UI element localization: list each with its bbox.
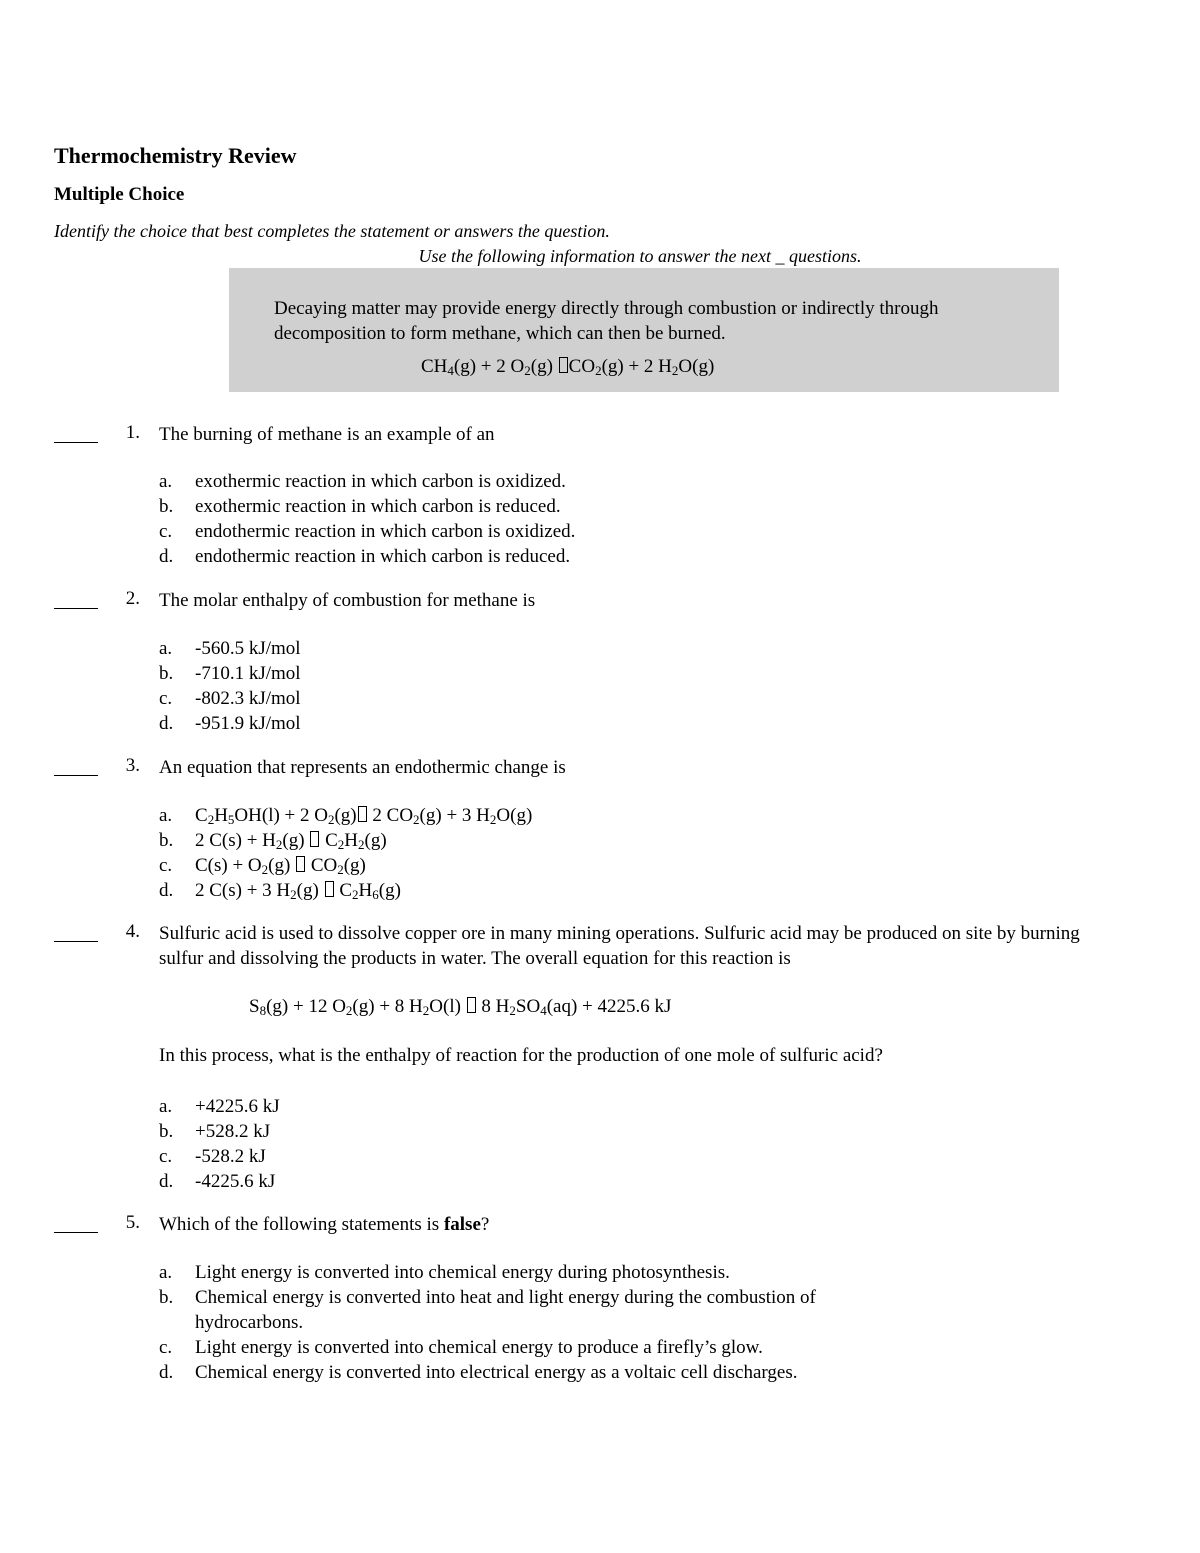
missing-glyph-box (325, 881, 334, 897)
instructions: Identify the choice that best completes the statement or answers the question. (54, 221, 610, 241)
page-title: Thermochemistry Review (54, 143, 297, 168)
question-number: 5. (125, 1212, 140, 1233)
question-number: 4. (125, 921, 140, 942)
missing-glyph-box (296, 856, 305, 872)
use-info-note: Use the following information to answer the next _ questions. (418, 246, 862, 266)
question-text: Sulfuric acid is used to dissolve copper ore in many mining operations. Sulfuric acid may be produced on site by burning sulfur and dissolving the products in water. The overall equation for this reaction is (159, 923, 1080, 969)
answer-blank[interactable] (54, 588, 98, 609)
methane-combustion-equation: $CH_4(g) + 2$ $O_2(g) CO_2(g) + 2$ $H_2O(g)$ (421, 356, 715, 378)
question-number: 2. (125, 588, 140, 609)
answer-blank[interactable] (54, 921, 98, 942)
answer-blank[interactable] (54, 755, 98, 776)
sulfuric-acid-equation: $S_8(g) + 12$ $O_2(g) + 8$ $H_2O(l)$ 8 $H_2SO_4(aq) + 4225.6$ kJ (249, 996, 672, 1018)
equation-b: 2 $C(s) + H_2(g)$ $C_2H_2(g)$ (195, 830, 387, 852)
section-heading: Multiple Choice (54, 184, 185, 205)
equation-a: $C_2H_5OH(l) + 2$ $O_2(g)$ 2 $CO_2(g) + 3$ $H_2O(g)$ (195, 805, 533, 827)
equation-c: $C(s) + O_2(g)$ $CO_2(g)$ (195, 855, 366, 877)
info-text: Decaying matter may provide energy directly through combustion or indirectly through decomposition to form methane, which can then be burned. (274, 298, 939, 344)
answer-blank[interactable] (54, 1212, 98, 1233)
missing-glyph-box (358, 806, 367, 822)
equation-d: 2 C(s) + 3 $H_2(g)$ $C_2H_6(g)$ (195, 880, 401, 902)
question-text: The burning of methane is an example of an (159, 424, 495, 445)
missing-glyph-box (467, 997, 476, 1013)
question-text: An equation that represents an endothermic change is (159, 757, 566, 778)
question-number: 3. (125, 755, 140, 776)
answer-blank[interactable] (54, 422, 98, 443)
missing-glyph-box (559, 357, 568, 373)
info-box (229, 268, 1059, 392)
follow-up-question: In this process, what is the enthalpy of reaction for the production of one mole of sulfuric acid? (159, 1045, 883, 1066)
emphasis-false: false (443, 1214, 481, 1235)
question-text: Which of the following statements is false? (159, 1214, 490, 1235)
missing-glyph-box (310, 831, 319, 847)
question-number: 1. (125, 422, 140, 443)
question-text: The molar enthalpy of combustion for methane is (159, 590, 536, 611)
